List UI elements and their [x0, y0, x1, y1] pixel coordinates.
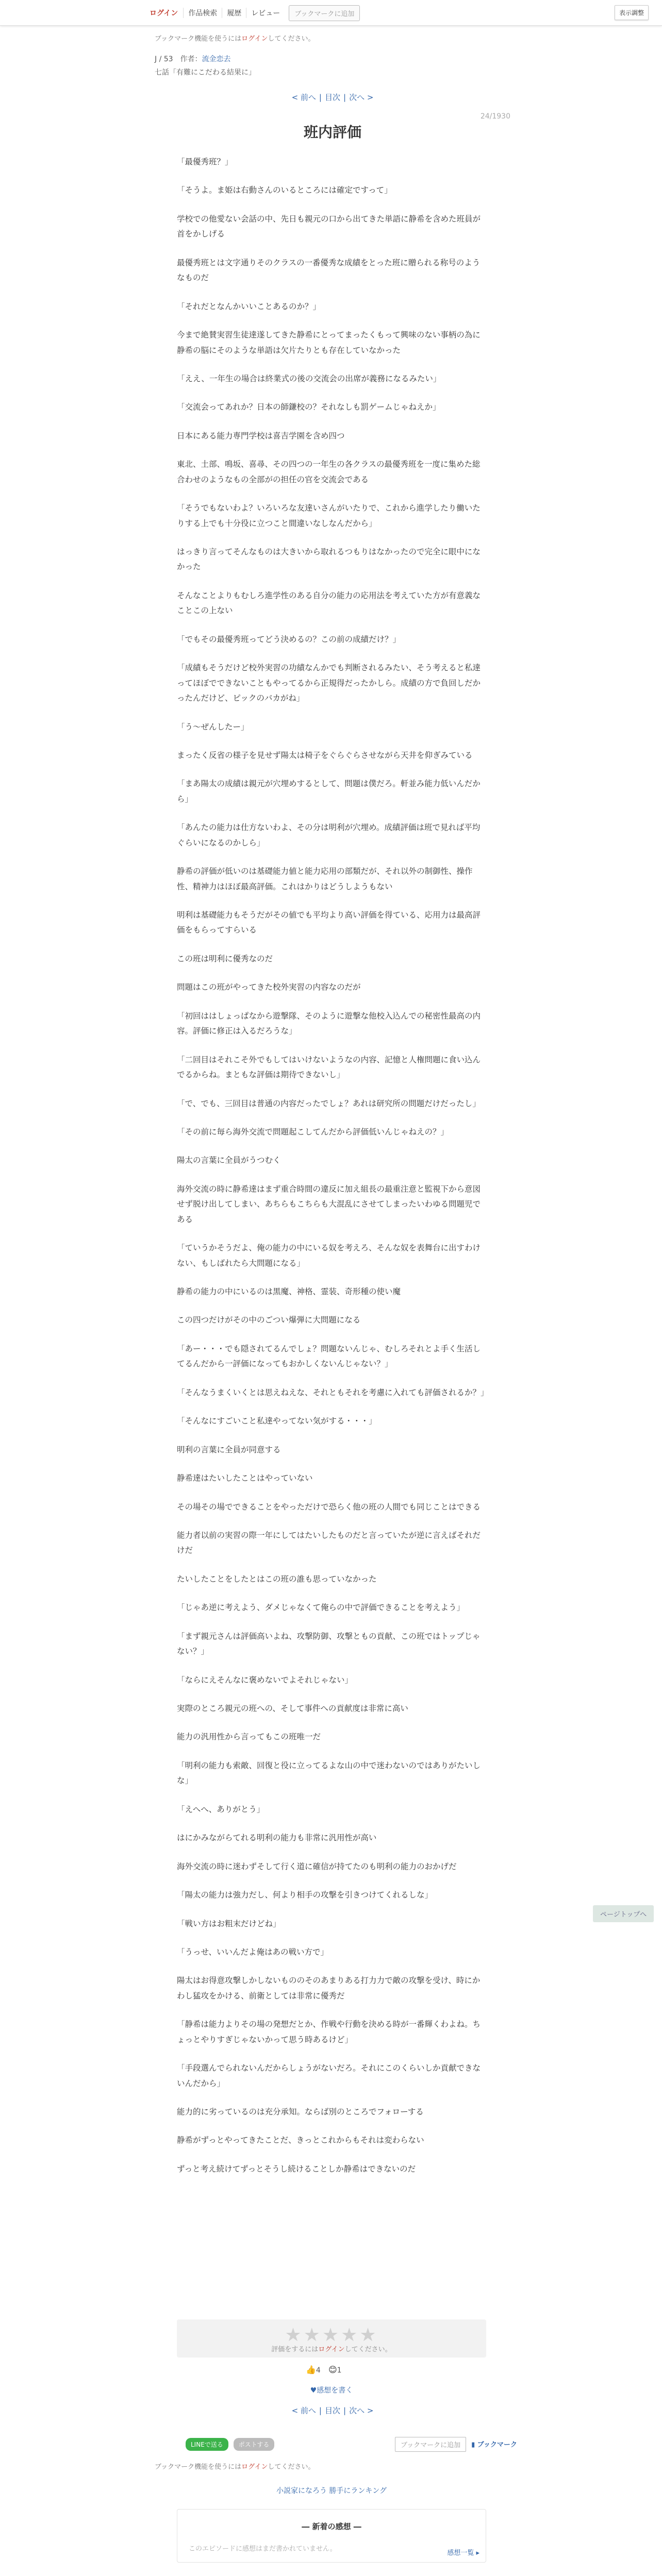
- body-paragraph: ずっと考え続けてずっとそうし続けることしか静希はできないのだ: [177, 2164, 416, 2174]
- body-paragraph: この四つだけがその中のごつい爆弾に大問題になる: [177, 1315, 361, 1325]
- rating-login-link[interactable]: ログイン: [318, 2346, 345, 2353]
- next-link[interactable]: 次へ >: [349, 2406, 374, 2415]
- bookmark-bar: [395, 2437, 517, 2452]
- reaction-count: 1: [337, 2366, 342, 2375]
- episode-title: 班内評価: [303, 124, 361, 141]
- rating-note: 評価をするにはログインしてください。: [271, 2346, 392, 2353]
- page-top-button[interactable]: ページトップへ: [593, 1905, 654, 1922]
- body-paragraph: まったく反省の様子を見せず陽太は椅子をぐらぐらさせながら天井を仰ぎみている: [177, 750, 473, 760]
- series-info: J / 53 作者：流金恋去 七話「有難にこだわる結果に」: [155, 54, 510, 77]
- rating-box: [177, 2319, 486, 2358]
- body-paragraph: 「陽太の能力は強力だし、何より相手の攻撃を引きつけてくれるしな」: [177, 1890, 433, 1900]
- chapter-title: 七話「有難にこだわる結果に」: [155, 69, 256, 77]
- toc-link[interactable]: 目次: [324, 93, 340, 102]
- body-paragraph: 「最優秀班？」: [177, 157, 233, 166]
- body-paragraph: 能力の汎用性から言ってもこの班唯一だ: [177, 1732, 321, 1742]
- body-paragraph: 「そうよ。ま姫は右動さんのいるところには確定ですって」: [177, 185, 392, 195]
- body-paragraph: 日本にある能力専門学校は喜吉学園を含め四つ: [177, 431, 345, 440]
- body-paragraph: 「成績もそうだけど校外実習の功績なんかでも判断されるみたい、そう考えると私達ってほぼでできないこともやってるから正規得だったかしら。成績の方で負回しだかったんだけど、ピックのバカがね」: [177, 663, 481, 703]
- body-paragraph: 「ていうかそうだよ、俺の能力の中にいる奴を考えろ、そんな奴を表舞台に出すわけない、もしばれたら大問題になる」: [177, 1243, 481, 1268]
- bookmark-login-note: ブックマーク機能を使うにはログインしてください。: [155, 35, 315, 43]
- smile-icon[interactable]: 😊: [328, 2365, 337, 2375]
- body-paragraph: 能力的に劣っているのは充分承知。ならば別のところでフォローする: [177, 2107, 424, 2116]
- nav-search[interactable]: 作品検索: [183, 8, 222, 18]
- body-paragraph: 「う〜ぜんしたー」: [177, 722, 249, 732]
- note-login-link[interactable]: ログイン: [241, 35, 268, 43]
- pager-top: < 前へ | 目次 | 次へ >: [291, 93, 374, 102]
- body-paragraph: たいしたことをしたとはこの班の誰も思っていなかった: [177, 1574, 377, 1584]
- body-paragraph: そんなことよりもむしろ進学性のある自分の能力の応用法を考えていた方が有意義なことこの上ない: [177, 590, 481, 616]
- body-paragraph: 「で、でも、三回目は普通の内容だったでしょ？あれは研究所の問題だけだったし」: [177, 1098, 481, 1108]
- body-paragraph: 「そんなにすごいこと私達やってない気がする・・・」: [177, 1416, 377, 1426]
- impressions-box: [177, 2509, 486, 2563]
- body-paragraph: 明利は基礎能力もそうだがその値でも平均より高い評価を得ている、応用力は最高評価をもらってすらいる: [177, 910, 481, 935]
- body-paragraph: 「うっせ、いいんだよ俺はあの戦い方で」: [177, 1947, 329, 1957]
- pager-bottom: < 前へ | 目次 | 次へ >: [291, 2406, 374, 2415]
- body-paragraph: 海外交流の時に静希達はまず重合時間の違反に加え組長の最重注意と監視下から意図せず脱け出してしまい、あちらもこちらも大混乱にさせてしまったいわゆる問題児である: [177, 1184, 481, 1224]
- body-paragraph: はにかみながらてれる明利の能力も非常に汎用性が高い: [177, 1833, 377, 1843]
- body-paragraph: 「明利の能力も索敵、回復と役に立ってるよな山の中で迷わないのではありがたいしな」: [177, 1760, 481, 1786]
- reactions: [306, 2365, 347, 2375]
- add-bookmark-button[interactable]: ブックマークに追加: [289, 5, 360, 21]
- body-paragraph: 「あんたの能力は仕方ないわよ、その分は明利が穴埋め。成績評価は班で見れば平均ぐらいになるのかしら」: [177, 823, 481, 848]
- body-paragraph: 「戦い方はお粗末だけどね」: [177, 1919, 281, 1928]
- reaction-count: 4: [316, 2366, 321, 2375]
- top-navbar: [0, 0, 662, 26]
- body-paragraph: 今まで絶賛実習生徒達遂してきた静希にとってまったくもって興味のない事柄の為に静希の脳にそのような単語は欠片たりとも存在していなかった: [177, 330, 481, 355]
- note-login-link[interactable]: ログイン: [241, 2463, 268, 2471]
- novel-body: [177, 155, 489, 2190]
- body-paragraph: 「まず親元さんは評価高いよね、攻撃防御、攻撃ともの貢献、この班ではトップじゃない？」: [177, 1631, 481, 1656]
- body-paragraph: 学校での他愛ない会話の中、先日も親元の口から出てきた単語に静希を含めた班員が首をかしげる: [177, 214, 481, 239]
- bookmark-login-note: ブックマーク機能を使うにはログインしてください。: [155, 2463, 315, 2471]
- body-paragraph: 能力者以前の実習の際一年にしてはたいしたものだと言っていたが逆に言えばそれだけだ: [177, 1530, 481, 1555]
- body-paragraph: 「まあ陽太の成績は親元が穴埋めするとして、問題は僕だろ。軒並み能力低いんだから」: [177, 779, 481, 804]
- body-paragraph: 「それだとなんかいいことあるのか？」: [177, 301, 321, 311]
- nav-review[interactable]: レビュー: [246, 8, 285, 18]
- body-paragraph: 「二回目はそれこそ外でもしてはいけないようなの内容、記憶と人権問題に食い込んでるからね。まともな評価は期待できないし」: [177, 1055, 481, 1080]
- body-paragraph: 静希の能力の中にいるのは黒魔、神格、霊装、奇形種の使い魔: [177, 1287, 401, 1296]
- prev-link[interactable]: < 前へ: [291, 93, 316, 102]
- body-paragraph: 最優秀班とは文字通りそのクラスの一番優秀な成績をとった班に贈られる称号のようなものだ: [177, 258, 481, 283]
- body-paragraph: この班は明利に優秀なのだ: [177, 954, 273, 963]
- author-link[interactable]: 流金恋去: [202, 55, 231, 63]
- body-paragraph: 「ならにえそんなに褒めないでよそれじゃない」: [177, 1675, 353, 1685]
- page-number: 24/1930: [480, 112, 510, 121]
- body-paragraph: はっきり言ってそんなものは大きいから取れるつもりはなかったので完全に眼中になかった: [177, 547, 481, 572]
- body-paragraph: 明利の言葉に全員が同意する: [177, 1445, 281, 1454]
- impressions-heading: ― 新着の感想 ―: [302, 2522, 361, 2531]
- body-paragraph: 「手段選んでられないんだからしょうがないだろ。それにこのくらいしか貢献できないんだから」: [177, 2063, 481, 2088]
- add-bookmark-button[interactable]: ブックマークに追加: [395, 2437, 466, 2452]
- share-buttons: [186, 2438, 274, 2451]
- body-paragraph: 問題はこの班がやってきた校外実習の内容なのだが: [177, 982, 361, 992]
- toc-link[interactable]: 目次: [324, 2406, 340, 2415]
- bookmark-button[interactable]: ▮ ブックマーク: [471, 2441, 517, 2449]
- body-paragraph: 海外交流の時に迷わずそして行く道に確信が持てたのも明利の能力のおかげだ: [177, 1861, 457, 1871]
- line-share-button[interactable]: LINEで送る: [186, 2438, 228, 2451]
- body-paragraph: 陽太はお得意攻撃しかしないもののそのあまりある打力力で敵の攻撃を受け、時にかわし猛攻をかける、前衛としては非常に優秀だ: [177, 1976, 481, 2001]
- body-paragraph: 「交流会ってあれか？日本の師鎌校の？それなしも罰ゲームじゃねえか」: [177, 402, 441, 412]
- body-paragraph: 「あー・・・でも隠されてるんでしょ？問題ないんじゃ、むしろそれとよ手く生活してるんだから一評価になってもおかしくないんじゃない？」: [177, 1344, 481, 1369]
- body-paragraph: 陽太の言葉に全員がうつむく: [177, 1156, 281, 1165]
- post-share-button[interactable]: ポストする: [234, 2438, 275, 2451]
- nav-history[interactable]: 履歴: [222, 8, 246, 18]
- prev-link[interactable]: < 前へ: [291, 2406, 316, 2415]
- body-paragraph: 「初回ははしょっぱなから遊撃隊、そのように遊撃な他校入込んでの秘密性最高の内容。評価に修正は入るだろうな」: [177, 1011, 481, 1036]
- body-paragraph: 「そうでもないわよ？いろいろな友達いさんがいたりで、これから進学したり働いたりする上でも十分役に立つこと間違いなしなんだから」: [177, 503, 481, 528]
- impressions-all-link[interactable]: 感想一覧 ▸: [447, 2549, 479, 2557]
- write-impression-link[interactable]: ♥感想を書く: [310, 2386, 353, 2395]
- display-settings-button[interactable]: 表示調整: [615, 5, 649, 20]
- thumbs-up-icon[interactable]: 👍: [306, 2365, 316, 2375]
- body-paragraph: 「えへへ、ありがとう」: [177, 1804, 265, 1814]
- body-paragraph: 東北、土部、鳴坂、喜尋、その四つの一年生の各クラスの最優秀班を一度に集めた総合わせのようなもの全部がの担任の官を交流会である: [177, 460, 481, 484]
- body-paragraph: 「そんなうまくいくとは思えねえな、それともそれを考慮に入れても評価されるか？」: [177, 1387, 489, 1397]
- body-paragraph: 静希の評価が低いのは基礎能力値と能力応用の部類だが、それ以外の制御性、操作性、精神力はほぼ最高評価。これはかりはどうしようもない: [177, 867, 473, 891]
- body-paragraph: 「でもその最優秀班ってどう決めるの？この前の成績だけ？」: [177, 634, 401, 644]
- body-paragraph: 「ええ、一年生の場合は終業式の後の交流会の出席が義務になるみたい」: [177, 374, 441, 383]
- ranking-link[interactable]: 小説家になろう 勝手にランキング: [276, 2487, 387, 2495]
- login-link[interactable]: ログイン: [150, 9, 178, 18]
- body-paragraph: その場その場でできることをやっただけで恐らく他の班の人間でも同じことはできる: [177, 1502, 481, 1512]
- next-link[interactable]: 次へ >: [349, 93, 374, 102]
- body-paragraph: 「じゃあ逆に考えよう、ダメじゃなくて俺らの中で評価できることを考えよう」: [177, 1603, 465, 1613]
- body-paragraph: 「静希は能力よりその場の発想だとか、作戦や行動を決める時が一番輝くわよね。ちょっとやりすぎじゃないかって思う時あるけど」: [177, 2020, 481, 2044]
- impressions-empty: このエピソードに感想はまだ書かれていません。: [189, 2545, 337, 2553]
- body-paragraph: 静希がずっとやってきたことだ、きっとこれからもそれは変わらない: [177, 2136, 424, 2145]
- body-paragraph: 静希達はたいしたことはやっていない: [177, 1473, 313, 1483]
- body-paragraph: 実際のところ親元の班への、そして事件への貢献度は非常に高い: [177, 1704, 408, 1713]
- body-paragraph: 「その前に毎ら海外交流で問題起こしてんだから評価低いんじゃねえの？」: [177, 1127, 449, 1137]
- rating-stars[interactable]: ★★★★★: [285, 2325, 378, 2346]
